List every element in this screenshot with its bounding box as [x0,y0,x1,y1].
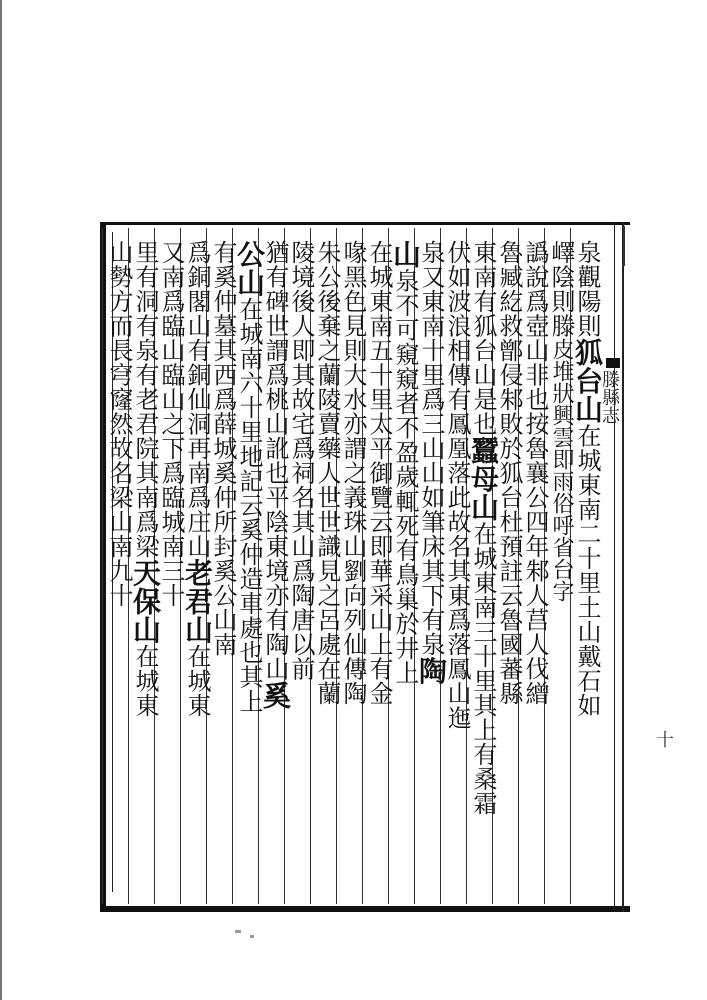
place-name-heading: 天保山 [129,558,162,644]
place-name-heading: 老君山 [181,558,214,644]
column-text: 南三十 [157,534,185,608]
column-divider [102,228,103,904]
column-text: 伏如波浪相傳有鳳凰落此故名其東爲落鳳山迤 [443,240,471,730]
fish-tail-mark [606,358,620,368]
column-text: 南九十 [105,534,133,608]
ink-speck [235,930,241,933]
column-text: 泉又東南十里爲三山山如筆床其下有泉 [417,240,445,657]
column-text: 譌說爲壺山非也按魯襄公四年邾人莒人伐繒 [521,240,549,706]
frame-top-rule [100,222,630,225]
column-text: 猶有碑世謂爲桃山訛也平陰東境亦有陶山 [261,240,289,681]
block-heart-title: 滕縣志 [599,370,620,424]
column-text: 在城東 [131,644,159,718]
column-text: 在城東南五十里太平御覽云即華采山上有金 [365,240,393,706]
column-text: 里有洞有泉有老君院其南爲梁 [131,240,159,559]
text-column [366,240,392,904]
frame-bottom-rule [100,906,630,912]
text-column [571,240,604,904]
text-column [467,240,500,904]
text-column [129,240,162,904]
column-text: 東南有狐 [469,240,497,338]
column-text: 朱公後棄之蘭陵賣藥人世世識見之呂處在蘭 [313,240,341,706]
place-name-heading: 奚 [259,681,292,710]
place-name-heading: 公山 [233,240,266,297]
text-column [496,240,522,904]
text-column [259,240,292,904]
text-column [106,240,132,904]
column-text: 爲銅閣山有銅仙洞再南爲庄山 [183,240,211,559]
column-text: 陵境後人即其故宅爲祠名其山爲陶唐以前 [287,240,315,681]
column-text: 又南爲臨山臨山之下爲臨城 [157,240,185,534]
frame-right-rule [622,222,624,912]
corner-tick-mark [619,226,629,266]
text-column [314,240,340,904]
text-column [233,240,266,904]
text-frame [100,222,630,912]
column-text: 在城東南二十里土山戴石如 [573,423,601,718]
ink-speck [250,935,254,938]
column-text: 在城東南三十里其上有桑霜 [469,521,497,816]
column-text: 皮堆狀興雲即雨俗呼省台字 [549,338,574,602]
column-text: 嶧陰則滕 [547,240,575,338]
place-name-heading: 狐台山 [571,338,604,424]
text-column [389,240,422,904]
column-text: 魯臧紇救鄫侵邾敗於狐台杜預註云魯國蕃縣 [495,240,523,706]
place-name-heading: 陶 [415,656,448,685]
place-name-heading: 山 [389,240,422,269]
text-column [548,240,574,904]
text-column [522,240,548,904]
place-name-heading: 蠶母山 [467,436,500,522]
text-column [288,240,314,904]
text-column [340,240,366,904]
column-text: 台山是也 [469,338,497,436]
leaf-number: 十 [653,730,674,748]
column-text: 有奚仲墓其西爲薛城奚仲所封奚公山南 [209,240,237,657]
column-text: 泉不可窺窺者不盈歲輒死有鳥巢於井上 [391,268,419,685]
text-column [181,240,214,904]
page-edge [0,0,2,1000]
column-text: 在城東 [183,644,211,718]
text-column [415,240,448,904]
column-text: 山勢方而長穹窿然故名梁山 [105,240,133,534]
column-text: 在城南六十里地記云奚仲造車處也其上 [235,297,263,714]
column-text: 喙黑色見則大水亦謂之義珠山劉向列仙傳陶 [339,240,367,706]
text-column [444,240,470,904]
column-text: 泉觀陽則 [573,240,601,338]
